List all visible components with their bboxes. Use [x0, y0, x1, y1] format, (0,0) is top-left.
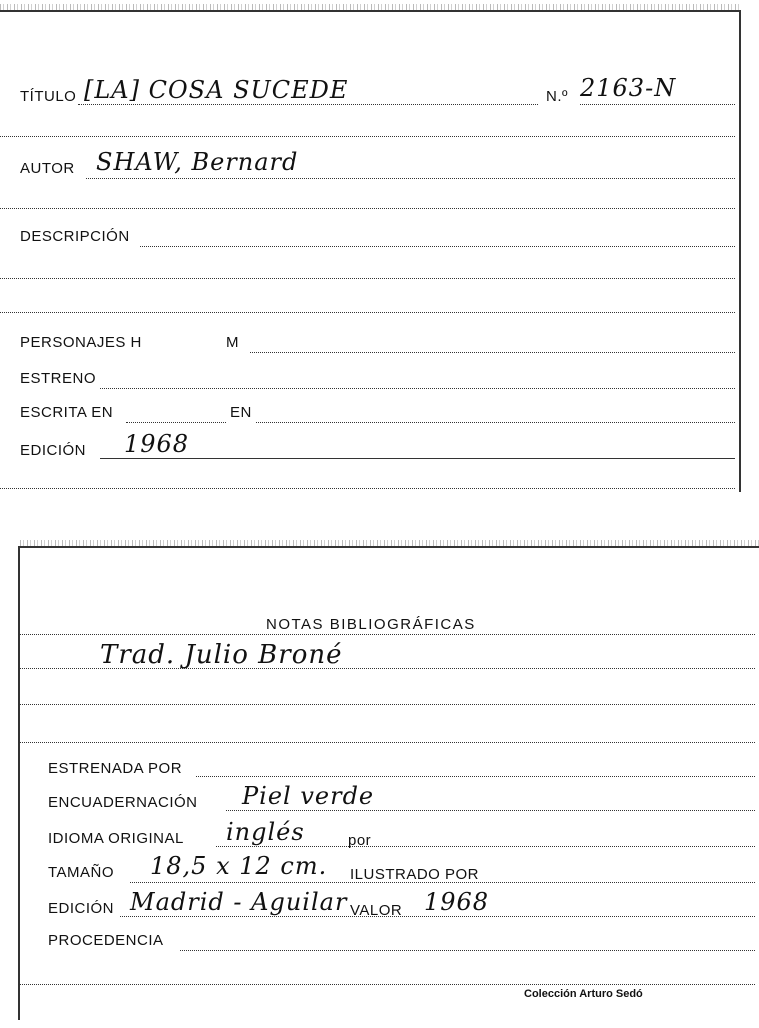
- heading-line: [20, 634, 755, 635]
- idioma-por-label: por: [348, 832, 372, 849]
- valor-value: 1968: [424, 888, 490, 916]
- personajes-m-label: M: [226, 334, 239, 351]
- rule-line: [0, 136, 735, 137]
- notas-value: Trad. Julio Broné: [100, 640, 343, 670]
- estrenada-label: ESTRENADA POR: [48, 760, 183, 777]
- rule-line: [20, 984, 755, 985]
- coleccion-label: Colección Arturo Sedó: [524, 988, 643, 1000]
- estreno-line: [100, 388, 735, 389]
- idioma-label: IDIOMA ORIGINAL: [48, 830, 184, 847]
- procedencia-label: PROCEDENCIA: [48, 932, 164, 949]
- tamano-line: [130, 882, 755, 883]
- estrenada-line: [196, 776, 755, 777]
- edicion-back-value: Madrid - Aguilar: [130, 888, 348, 916]
- estreno-label: ESTRENO: [20, 370, 97, 387]
- escrita-line: [126, 422, 226, 423]
- tamano-label: TAMAÑO: [48, 864, 115, 881]
- descripcion-label: DESCRIPCIÓN: [20, 228, 130, 245]
- rule-line: [20, 668, 755, 669]
- numero-line: [580, 104, 735, 105]
- numero-value: 2163-N: [580, 74, 677, 102]
- numero-label: N.º: [546, 88, 568, 105]
- autor-value: SHAW, Bernard: [96, 148, 299, 176]
- rule-line: [20, 704, 755, 705]
- catalog-card-front: [0, 10, 741, 492]
- tamano-value: 18,5 x 12 cm.: [150, 852, 328, 880]
- rule-line: [0, 278, 735, 279]
- escrita-en-line: [256, 422, 735, 423]
- rule-line: [0, 208, 735, 209]
- escrita-label: ESCRITA EN: [20, 404, 114, 421]
- ilustrado-label: ILUSTRADO POR: [350, 866, 480, 883]
- titulo-line: [78, 104, 538, 105]
- encuadernacion-value: Piel verde: [242, 782, 375, 810]
- descripcion-line: [140, 246, 735, 247]
- catalog-card-back: [18, 546, 759, 1020]
- encuadernacion-line: [226, 810, 755, 811]
- titulo-value: [LA] COSA SUCEDE: [84, 76, 349, 104]
- card-edge-speckle: [0, 4, 739, 10]
- edicion-value: 1968: [124, 430, 190, 458]
- rule-line: [20, 742, 755, 743]
- rule-line: [0, 312, 735, 313]
- idioma-value: inglés: [226, 818, 305, 846]
- edicion-label: EDICIÓN: [20, 442, 87, 459]
- personajes-label: PERSONAJES H: [20, 334, 142, 351]
- encuadernacion-label: ENCUADERNACIÓN: [48, 794, 198, 811]
- procedencia-line: [180, 950, 755, 951]
- edicion-back-label: EDICIÓN: [48, 900, 115, 917]
- edicion-line: [100, 458, 735, 459]
- autor-line: [86, 178, 735, 179]
- card-edge-speckle: [20, 540, 759, 546]
- edicion-back-line: [120, 916, 755, 917]
- notas-heading: NOTAS BIBLIOGRÁFICAS: [266, 616, 476, 633]
- titulo-label: TÍTULO: [20, 88, 77, 105]
- card-bottom-rule: [0, 488, 735, 489]
- idioma-line: [216, 846, 755, 847]
- escrita-en-label: EN: [230, 404, 252, 421]
- autor-label: AUTOR: [20, 160, 75, 177]
- valor-label: VALOR: [350, 902, 403, 919]
- personajes-line: [250, 352, 735, 353]
